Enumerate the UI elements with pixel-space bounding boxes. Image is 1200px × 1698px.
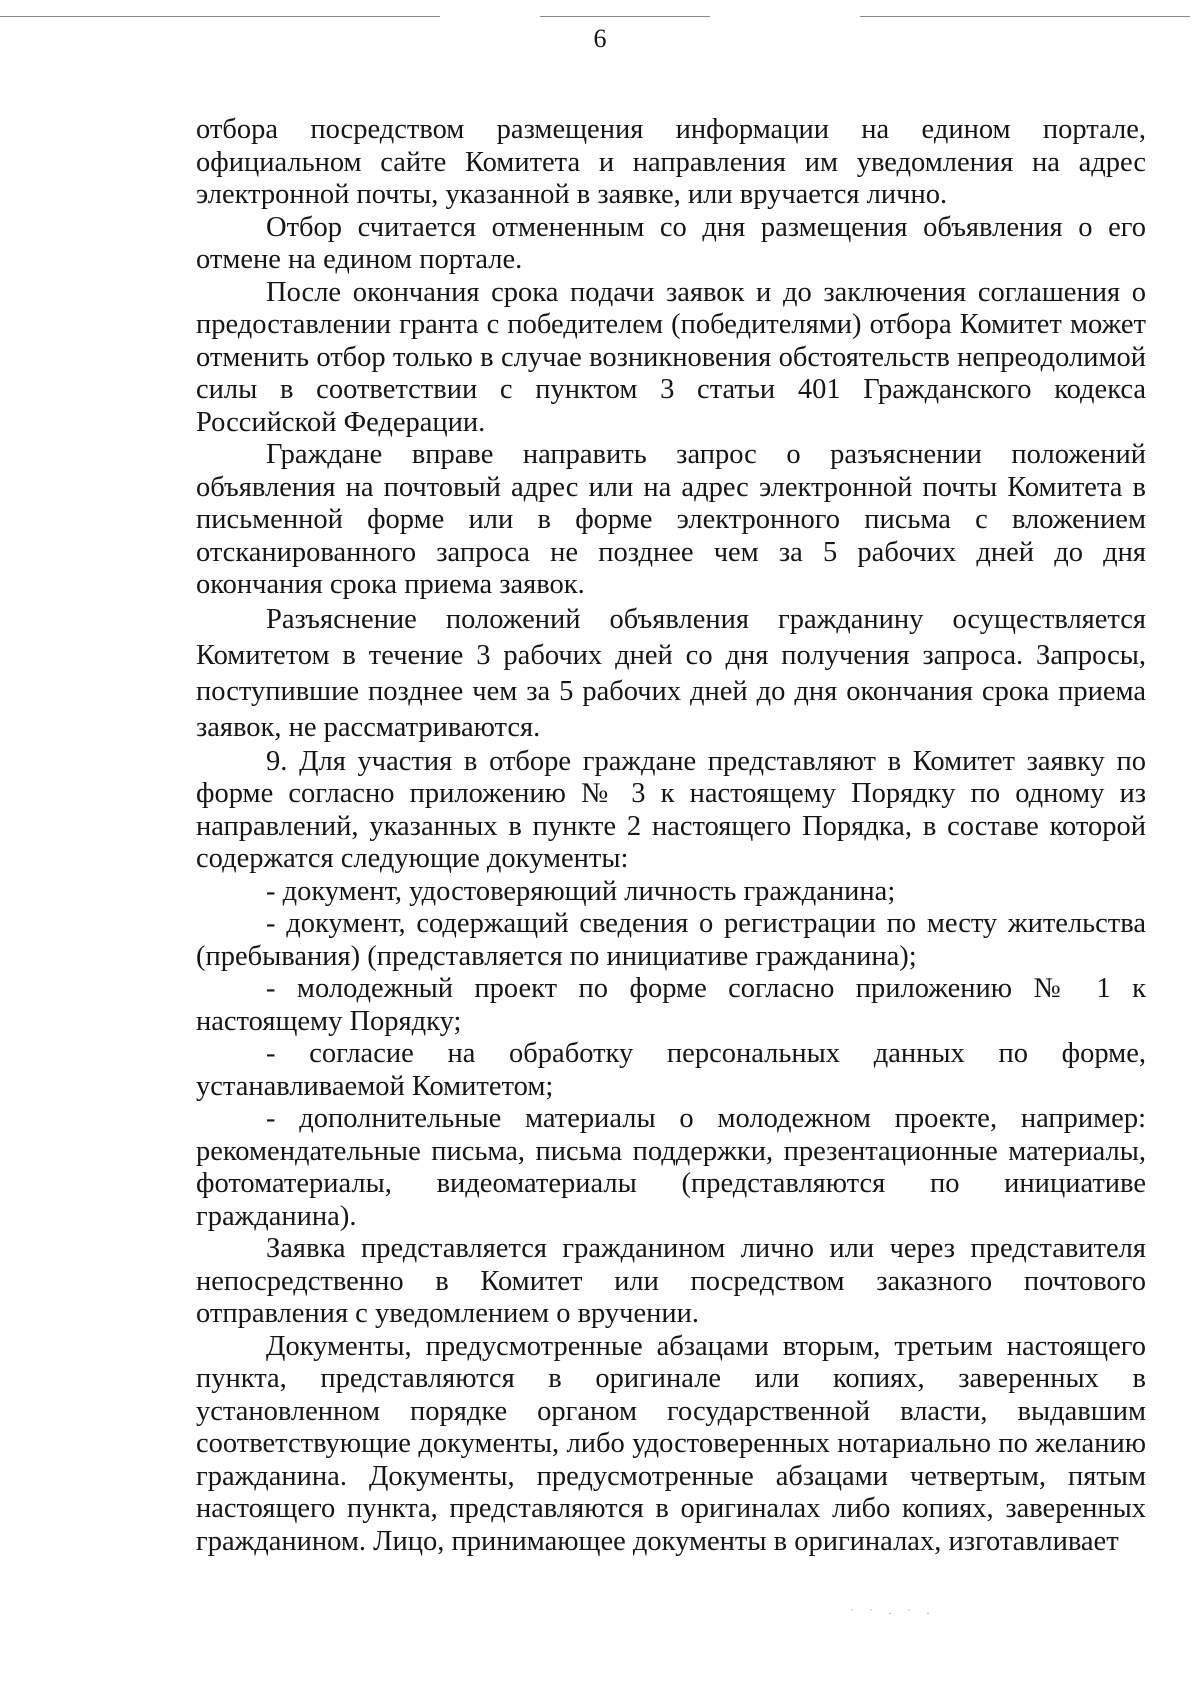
- paragraph-submission-method: Заявка представляется гражданином лично или через представителя непосредственно в Комитет или посредством заказного почтового отправления с уведомлением о вручении.: [196, 1233, 1146, 1329]
- paragraph-clarification-response: Разъяснение положений объявления гражданину осуществляется Комитетом в течение 3 рабочих дней со дня получения запроса. Запросы, поступившие позднее чем за 5 рабочих дней до дня окончания срока приема заявок, не рассматриваются.: [196, 603, 1146, 743]
- list-item-registration-document: - документ, содержащий сведения о регистрации по месту жительства (пребывания) (представляется по инициативе гражданина);: [196, 908, 1146, 972]
- paragraph-application-item-9: 9. Для участия в отборе граждане представляют в Комитет заявку по форме согласно приложению № 3 к настоящему Порядку по одному из направлений, указанных в пункте 2 настоящего Порядка, в составе которой содержатся следующие документы:: [196, 745, 1146, 874]
- list-item-data-consent: - согласие на обработку персональных данных по форме, устанавливаемой Комитетом;: [196, 1038, 1146, 1102]
- paragraph-force-majeure: После окончания срока подачи заявок и до заключения соглашения о предоставлении гранта с победителем (победителями) отбора Комитет может отменить отбор только в случае возникновения обстоятельств непреодолимой силы в соответствии с пунктом 3 статьи 401 Гражданского кодекса Российской Федерации.: [196, 276, 1146, 438]
- page-number: 6: [593, 24, 607, 53]
- paragraph-clarification-request: Граждане вправе направить запрос о разъяснении положений объявления на почтовый адрес или на адрес электронной почты Комитета в письменной форме или в форме электронного письма с вложением отсканированного запроса не позднее чем за 5 рабочих дней до дня окончания срока приема заявок.: [196, 439, 1146, 600]
- list-item-additional-materials: - дополнительные материалы о молодежном проекте, например: рекомендательные письма, письма поддержки, презентационные материалы, фотоматериалы, видеоматериалы (представляются по инициативе гражданина).: [196, 1103, 1146, 1232]
- scan-edge-line-middle: [540, 16, 710, 17]
- document-body: [196, 114, 1146, 1558]
- paragraph-cancellation: Отбор считается отмененным со дня размещения объявления о его отмене на едином портале.: [196, 211, 1146, 275]
- paragraph-continuation: отбора посредством размещения информации на едином портале, официальном сайте Комитета и направления им уведомления на адрес электронной почты, указанной в заявке, или вручается лично.: [196, 114, 1146, 210]
- scan-edge-line-right: [860, 16, 1190, 17]
- paragraph-document-certification: Документы, предусмотренные абзацами вторым, третьим настоящего пункта, представляются в оригинале или копиях, заверенных в установленном порядке органом государственной власти, выдавшим соответствующие документы, либо удостоверенных нотариально по желанию гражданина. Документы, предусмотренные абзацами четвертым, пятым настоящего пункта, представляются в оригиналах либо копиях, заверенных гражданином. Лицо, принимающее документы в оригиналах, изготавливает: [196, 1330, 1146, 1557]
- list-item-identity-document: - документ, удостоверяющий личность гражданина;: [266, 875, 896, 907]
- scan-artifact-mark: ˙ ˙ · ˙ ·: [850, 1606, 936, 1620]
- scan-edge-line-left: [0, 16, 440, 17]
- list-item-youth-project: - молодежный проект по форме согласно приложению № 1 к настоящему Порядку;: [196, 973, 1146, 1037]
